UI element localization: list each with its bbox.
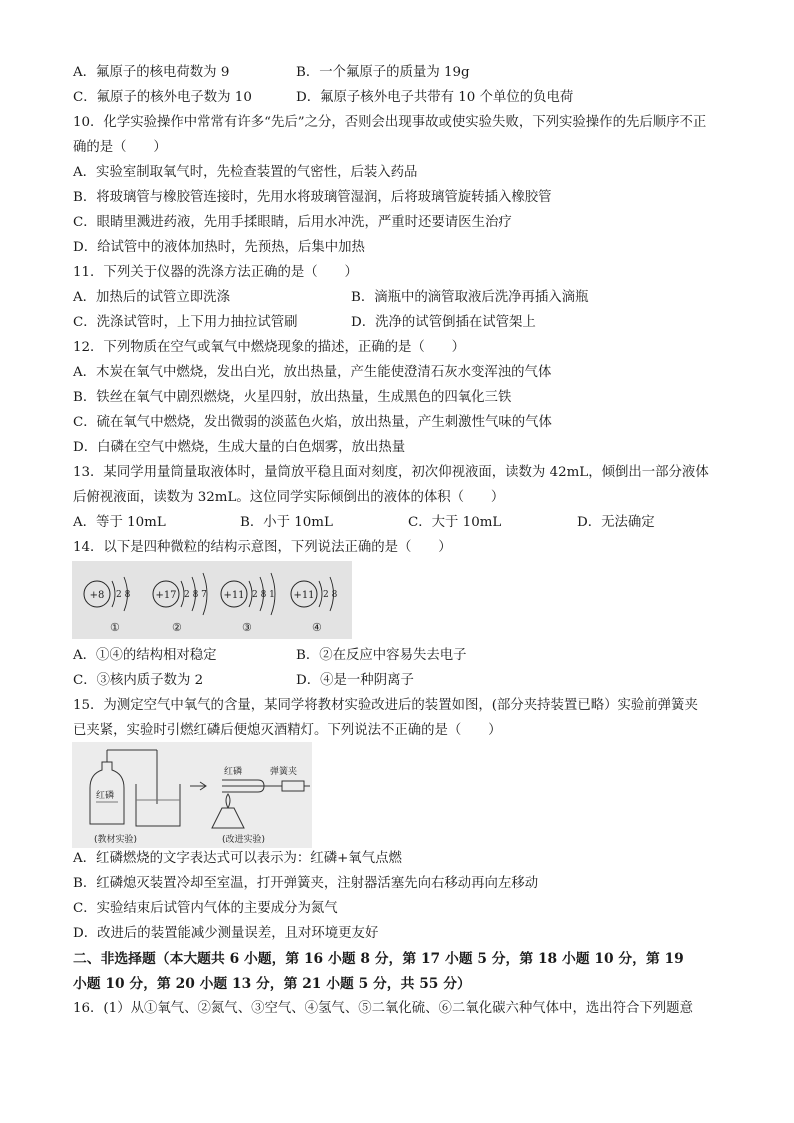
atom-2 bbox=[153, 573, 207, 634]
q14-option-b: B．②在反应中容易失去电子 bbox=[296, 648, 467, 663]
q10-option-c: C．眼睛里溅进药液，先用手揉眼睛，后用水冲洗，严重时还要请医生治疗 bbox=[73, 215, 512, 230]
label-spring-clamp: 弹簧夹 bbox=[270, 767, 298, 777]
q13-option-a: A．等于 10mL bbox=[73, 515, 166, 530]
q14-stem: 14．以下是四种微粒的结构示意图，下列说法正确的是（ ） bbox=[73, 540, 452, 555]
q9-option-d: D．氟原子核外电子共带有 10 个单位的负电荷 bbox=[296, 90, 574, 105]
atom-structure-figure bbox=[72, 561, 352, 639]
q16-line1: 16．(1）从①氧气、②氮气、③空气、④氢气、⑤二氧化硫、⑥二氧化碳六种气体中，选出符合下列题意 bbox=[73, 1001, 693, 1016]
q12-stem: 12．下列物质在空气或氧气中燃烧现象的描述，正确的是（ ） bbox=[73, 340, 465, 355]
atom-4-shells: 2 8 bbox=[323, 590, 338, 600]
q12-option-b: B．铁丝在氧气中剧烈燃烧，火星四射，放出热量，生成黑色的四氧化三铁 bbox=[73, 390, 512, 405]
caption-improved: (改进实验) bbox=[222, 835, 266, 845]
q12-option-d: D．白磷在空气中燃烧，生成大量的白色烟雾，放出热量 bbox=[73, 440, 406, 455]
atom-3 bbox=[221, 573, 275, 634]
q14-option-a: A．①④的结构相对稳定 bbox=[73, 648, 217, 663]
q15-stem-line1: 15．为测定空气中氧气的含量，某同学将教材实验改进后的装置如图，(部分夹持装置已略）实验前弹簧夹 bbox=[73, 698, 698, 713]
atom-2-nucleus: +17 bbox=[155, 590, 177, 601]
textbook-setup bbox=[90, 750, 180, 826]
atom-structure-diagram bbox=[72, 561, 352, 639]
q12-option-c: C．硫在氧气中燃烧，发出微弱的淡蓝色火焰，放出热量，产生刺激性气味的气体 bbox=[73, 415, 552, 430]
label-red-phosphorus-left: 红磷 bbox=[96, 791, 115, 801]
q11-stem: 11．下列关于仪器的洗涤方法正确的是（ ） bbox=[73, 265, 358, 280]
atom-2-shells: 2 8 7 bbox=[184, 590, 207, 600]
atom-1 bbox=[84, 577, 131, 634]
q12-option-a: A．木炭在氧气中燃烧，发出白光，放出热量，产生能使澄清石灰水变浑浊的气体 bbox=[73, 365, 552, 380]
atom-1-nucleus: +8 bbox=[89, 590, 105, 601]
q13-stem-line1: 13．某同学用量筒量取液体时，量筒放平稳且面对刻度，初次仰视液面，读数为 42mL，倾倒出一部分液体 bbox=[73, 465, 709, 480]
q13-option-c: C．大于 10mL bbox=[408, 515, 502, 530]
apparatus-figure bbox=[72, 742, 312, 848]
q9-option-b: B．一个氟原子的质量为 19g bbox=[296, 65, 470, 80]
atom-3-label: ③ bbox=[242, 621, 252, 634]
atom-3-nucleus: +11 bbox=[223, 590, 245, 601]
caption-textbook: (教材实验) bbox=[94, 835, 138, 845]
atom-1-label: ① bbox=[110, 621, 120, 634]
q14-option-c: C．③核内质子数为 2 bbox=[73, 673, 204, 688]
atom-4-label: ④ bbox=[312, 621, 322, 634]
atom-4 bbox=[291, 577, 338, 634]
q10-stem-line2: 确的是（ ） bbox=[73, 140, 167, 155]
q13-stem-line2: 后俯视液面，读数为 32mL。这位同学实际倾倒出的液体的体积（ ） bbox=[73, 490, 505, 505]
q15-option-b: B．红磷熄灭装置冷却至室温，打开弹簧夹，注射器活塞先向右移动再向左移动 bbox=[73, 876, 539, 891]
q10-option-b: B．将玻璃管与橡胶管连接时，先用水将玻璃管湿润，后将玻璃管旋转插入橡胶管 bbox=[73, 190, 552, 205]
q11-option-c: C．洗涤试管时，上下用力抽拉试管刷 bbox=[73, 315, 298, 330]
q15-option-d: D．改进后的装置能减少测量误差，且对环境更友好 bbox=[73, 926, 379, 941]
apparatus-diagram bbox=[72, 742, 312, 848]
q10-stem-line1: 10．化学实验操作中常常有许多“先后”之分，否则会出现事故或使实验失败，下列实验操作的先后顺序不正 bbox=[73, 115, 707, 130]
q9-option-a: A．氟原子的核电荷数为 9 bbox=[73, 65, 230, 80]
atom-1-shells: 2 8 bbox=[116, 590, 131, 600]
section2-heading-line1: 二、非选择题（本大题共 6 小题，第 16 小题 8 分，第 17 小题 5 分，第 18 小题 10 分，第 19 bbox=[73, 951, 684, 967]
section2-heading-line2: 小题 10 分，第 20 小题 13 分，第 21 小题 5 分，共 55 分） bbox=[73, 976, 471, 992]
q13-option-d: D．无法确定 bbox=[577, 515, 655, 530]
q10-option-a: A．实验室制取氧气时，先检查装置的气密性，后装入药品 bbox=[73, 165, 418, 180]
q14-option-d: D．④是一种阴离子 bbox=[296, 673, 414, 688]
q11-option-a: A．加热后的试管立即洗涤 bbox=[73, 290, 230, 305]
q13-option-b: B．小于 10mL bbox=[240, 515, 333, 530]
improved-setup bbox=[190, 780, 310, 828]
label-red-phosphorus-right: 红磷 bbox=[224, 767, 243, 777]
q15-stem-line2: 已夹紧，实验时引燃红磷后便熄灭酒精灯。下列说法不正确的是（ ） bbox=[73, 723, 502, 738]
q10-option-d: D．给试管中的液体加热时，先预热，后集中加热 bbox=[73, 240, 365, 255]
q11-option-b: B．滴瓶中的滴管取液后洗净再插入滴瓶 bbox=[351, 290, 589, 305]
atom-2-label: ② bbox=[172, 621, 182, 634]
q15-option-a: A．红磷燃烧的文字表达式可以表示为：红磷+氧气点燃 bbox=[73, 851, 402, 866]
atom-3-shells: 2 8 1 bbox=[252, 590, 275, 600]
q11-option-d: D．洗净的试管倒插在试管架上 bbox=[351, 315, 536, 330]
q15-option-c: C．实验结束后试管内气体的主要成分为氮气 bbox=[73, 901, 338, 916]
q9-option-c: C．氟原子的核外电子数为 10 bbox=[73, 90, 252, 105]
atom-4-nucleus: +11 bbox=[293, 590, 315, 601]
